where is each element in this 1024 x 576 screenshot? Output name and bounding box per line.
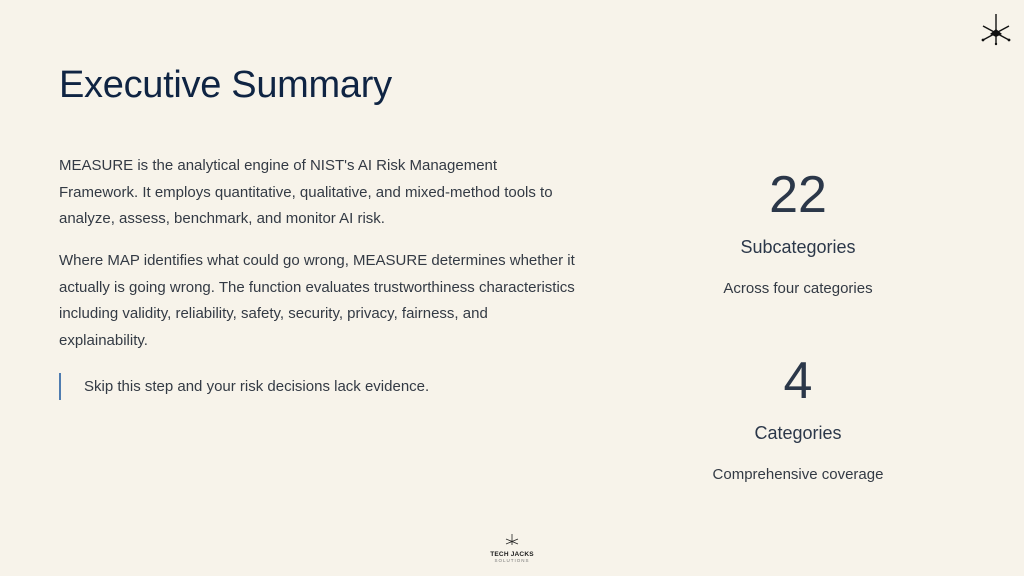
stat-number: 4 — [783, 352, 813, 410]
page-title: Executive Summary — [59, 64, 392, 106]
stat-subcategories — [698, 165, 898, 297]
stat-number: 22 — [769, 166, 827, 224]
footer-tagline: SOLUTIONS — [494, 558, 530, 563]
intro-paragraph: MEASURE is the analytical engine of NIST's AI Risk Management Framework. It employs quantitative, qualitative, and mixed-method tools to analyze, assess, benchmark, and monitor AI risk. — [59, 157, 553, 227]
comparison-paragraph: Where MAP identifies what could go wrong, MEASURE determines whether it actually is going wrong. The function evaluates trustworthiness characteristics including validity, reliability, safety, security, privacy, fairness, and explainability. — [59, 252, 575, 349]
stat-sublabel: Across four categories — [723, 280, 873, 297]
footer-logo — [483, 533, 541, 564]
stat-label: Subcategories — [740, 237, 856, 257]
callout-quote: Skip this step and your risk decisions lack evidence. — [59, 373, 429, 400]
star-compass-icon — [978, 12, 1014, 48]
stat-categories — [698, 351, 898, 483]
stat-sublabel: Comprehensive coverage — [712, 466, 884, 483]
footer-brand: TECH JACKS — [490, 551, 534, 558]
stat-label: Categories — [754, 423, 842, 443]
star-logo-icon — [505, 534, 519, 546]
